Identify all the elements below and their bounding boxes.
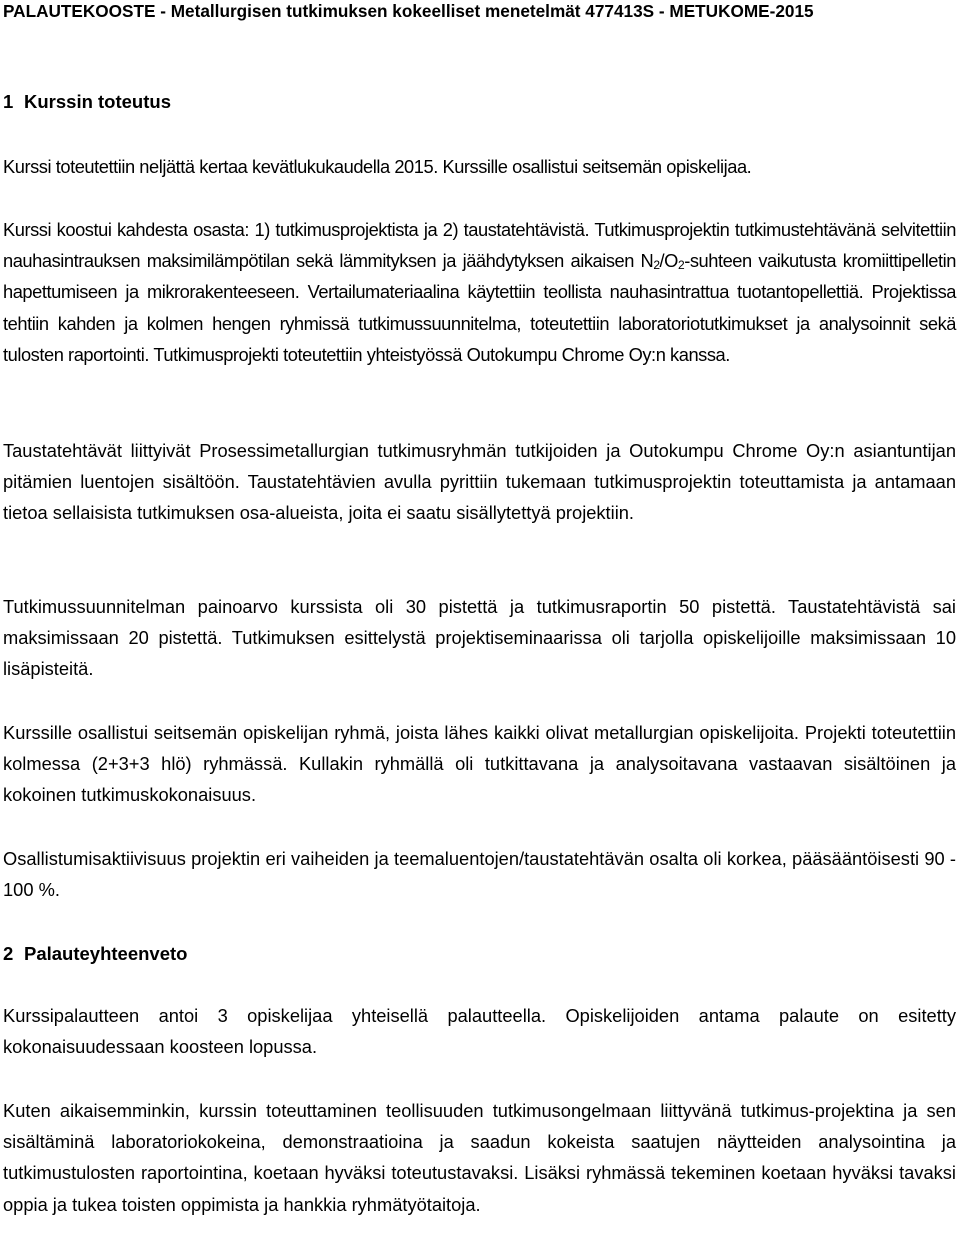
p2-sentence-course-parts: Kurssi koostui kahdesta osasta: 1) tutkimusprojektista ja 2) taustatehtävistä. (3, 219, 590, 240)
section-1-paragraph-2 (3, 214, 956, 370)
section-1-paragraph-4: Tutkimussuunnitelman painoarvo kurssista oli 30 pistettä ja tutkimusraportin 50 pistettä. Taustatehtävistä sai maksimissaan 20 pistettä. Tutkimuksen esittelystä projektiseminaarissa oli tarjolla opiskelijoille maksimissaan 10 lisäpisteitä. (3, 596, 956, 680)
p2-text-o: /O (659, 250, 678, 272)
p2-subscript-o2: 2 (677, 258, 685, 273)
section-2-heading (3, 943, 187, 965)
section-2-number: 2 (3, 943, 14, 964)
p2-sentence-ratio-effect: -suhteen vaikutusta kromiittipelletin hapettumiseen ja mikrorakenteeseen. (3, 250, 956, 303)
section-1-number: 1 (3, 91, 14, 112)
p2-sentence-research-task: Tutkimusprojektin tutkimustehtävänä selvitettiin nauhasintrauksen maksimilämpötilan sekä lämmityksen ja jäähdytyksen aikaisen N (3, 219, 956, 272)
section-1-paragraph-5: Kurssille osallistui seitsemän opiskelijan ryhmä, joista lähes kaikki olivat metallurgian opiskelijoita. Projekti toteutettiin kolmessa (2+3+3 hlö) ryhmässä. Kullakin ryhmällä oli tutkittavana ja analysoitavana vastaavan sisältöinen ja kokoinen tutkimuskokonaisuus. (3, 722, 956, 806)
section-2-paragraph-1: Kurssipalautteen antoi 3 opiskelijaa yhteisellä palautteella. Opiskelijoiden antama palaute on esitetty kokonaisuudessaan koosteen lopussa. (3, 1005, 956, 1058)
p2-sentence-groups: Projektissa tehtiin kahden ja kolmen hengen ryhmissä tutkimussuunnitelma, toteutettiin laboratoriotutkimukset ja analysoinnit sekä tulosten raportointi. (3, 281, 956, 365)
section-2-paragraph-2: Kuten aikaisemminkin, kurssin toteuttaminen teollisuuden tutkimusongelmaan liittyvänä tutkimus-projektina ja sen sisältäminä laboratoriokokeina, demonstraatioina ja saadun kokeista saatujen näytteiden analysointina ja tutkimustulosten raportointina, koetaan hyväksi toteutustavaksi. Lisäksi ryhmässä tekeminen koetaan hyväksi tavaksi oppia ja tukea toisten oppimista ja hankkia ryhmätyötaitoja. (3, 1100, 956, 1215)
section-1-heading (3, 91, 171, 113)
section-1-paragraph-6: Osallistumisaktiivisuus projektin eri vaiheiden ja teemaluentojen/taustatehtävän osalta oli korkea, pääsääntöisesti 90 - 100 %. (3, 848, 956, 901)
section-1-paragraph-1: Kurssi toteutettiin neljättä kertaa kevätlukukaudella 2015. Kurssille osallistui seitsemän opiskelijaa. (3, 156, 752, 177)
section-2-title: Palauteyhteenveto (24, 943, 188, 964)
p2-sentence-reference: Vertailumateriaalina käytettiin teollista nauhasintrattua tuotantopellettiä. (299, 281, 864, 303)
p2-sentence-cooperation: Tutkimusprojekti toteutettiin yhteistyössä Outokumpu Chrome Oy:n kanssa. (149, 343, 730, 365)
section-1-paragraph-3: Taustatehtävät liittyivät Prosessimetallurgian tutkimusryhmän tutkijoiden ja Outokumpu Chrome Oy:n asiantuntijan pitämien luentojen sisältöön. Taustatehtävien avulla pyrittiin tukemaan tutkimusprojektin toteuttamista ja antamaan tietoa sellaisista tutkimuksen osa-alueista, joita ei saatu sisällytettyä projektiin. (3, 440, 956, 524)
section-1-title: Kurssin toteutus (24, 91, 171, 112)
document-title: PALAUTEKOOSTE - Metallurgisen tutkimuksen kokeelliset menetelmät 477413S - METUKOME-2015 (3, 1, 814, 21)
p2-subscript-n2: 2 (653, 258, 660, 273)
